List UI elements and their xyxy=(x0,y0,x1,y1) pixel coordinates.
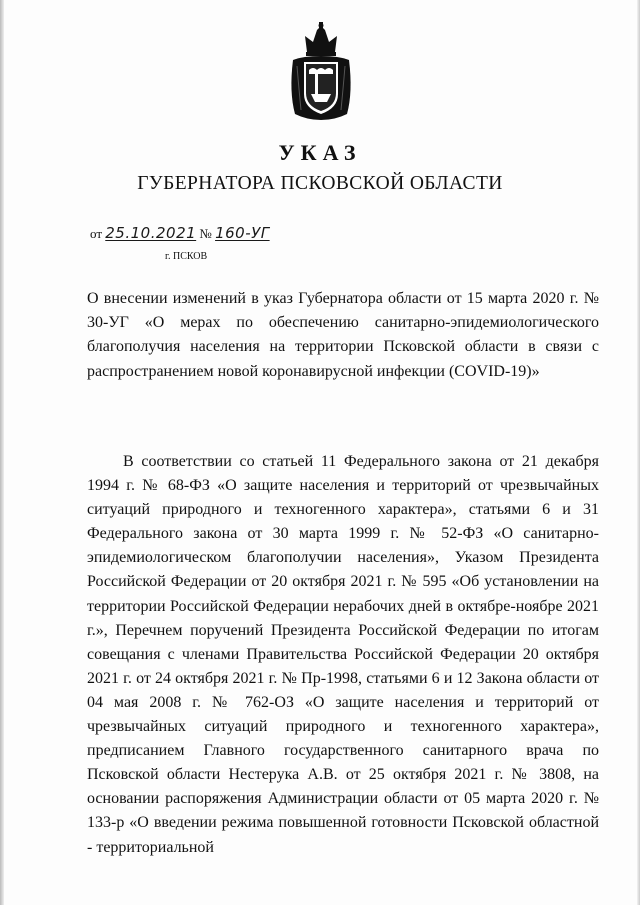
scan-edge-left xyxy=(0,0,4,905)
handwritten-number: 160-УГ xyxy=(215,224,270,242)
decree-heading: О внесении изменений в указ Губернатора области от 15 марта 2020 г. № 30-УГ «О мерах по обеспечению санитарно-эпидемиологического благополучия населения на территории Псковской области в связи с распространением новой коронавирусной инфекции (COVID-19)» xyxy=(87,290,599,380)
number-prefix: № xyxy=(199,226,212,241)
date-number-line xyxy=(90,224,270,242)
date-prefix: от xyxy=(90,226,103,241)
decree-body: В соответствии со статьей 11 Федерального закона от 21 декабря 1994 г. № 68-ФЗ «О защите населения и территорий от чрезвычайных ситуаций природного и техногенного характера», статьями 6 и 31 Федерального закона от 30 марта 1999 г. № 52-ФЗ «О санитарно-эпидемиологическом благополучии населения», Указом Президента Российской Федерации от 20 октября 2021 г. № 595 «Об установлении на территории Российской Федерации нерабочих дней в октябре-ноябре 2021 г.», Перечнем поручений Президента Российской Федерации по итогам совещания с членами Правительства Российской Федерации 20 октября 2021 г. от 24 октября 2021 г. № Пр-1998, статьями 6 и 12 Закона области от 04 мая 2008 г. № 762-ОЗ «О защите населения и территорий от чрезвычайных ситуаций природного и техногенного характера», предписанием Главного государственного санитарного врача по Псковской области Нестерука А.В. от 25 октября 2021 г. № 3808, на основании распоряжения Администрации области от 05 марта 2020 г. № 133-р «О введении режима повышенной готовности Псковской областной - территориальной xyxy=(87,453,599,856)
document-subtitle: ГУБЕРНАТОРА ПСКОВСКОЙ ОБЛАСТИ xyxy=(137,173,503,194)
coat-of-arms-icon xyxy=(287,22,355,122)
handwritten-date: 25.10.2021 xyxy=(105,224,197,242)
document-title: УКАЗ xyxy=(278,140,362,165)
city-label: г. ПСКОВ xyxy=(165,251,208,262)
